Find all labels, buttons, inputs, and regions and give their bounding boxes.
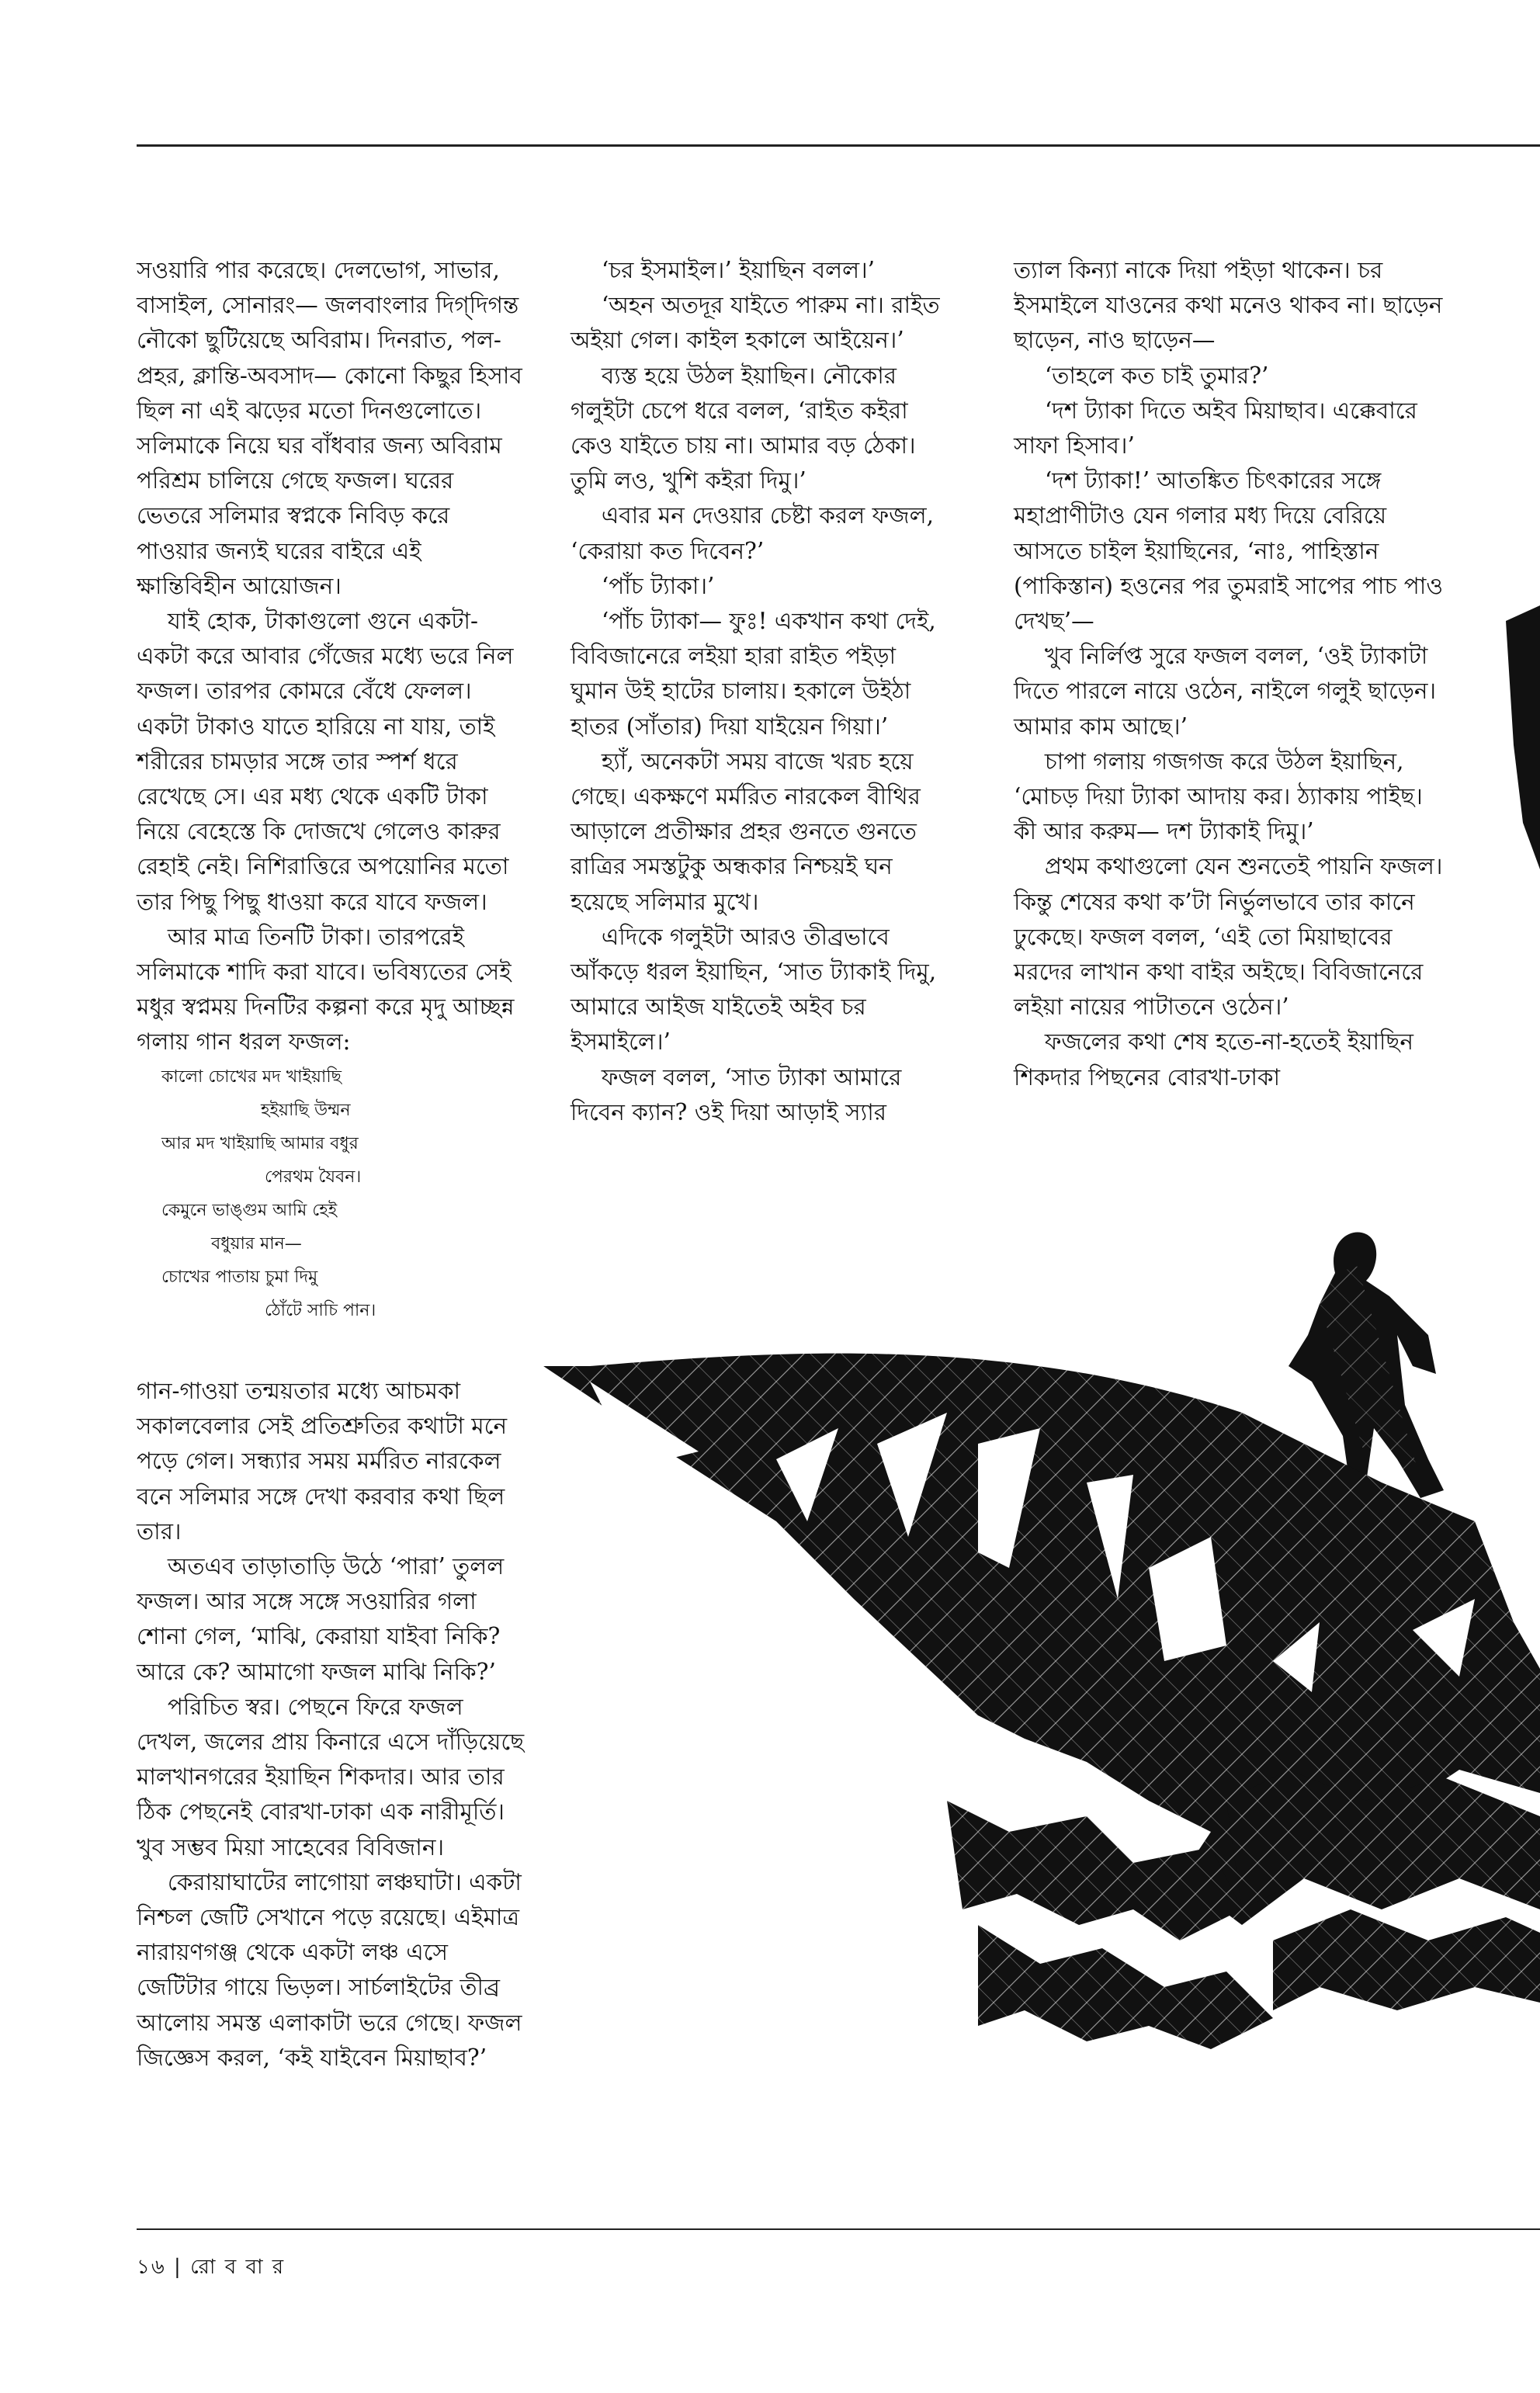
page-number: ১৬ [137, 2256, 166, 2279]
bottom-rule [137, 2228, 1540, 2230]
paragraph: গান-গাওয়া তন্ময়তার মধ্যে আচমকা সকালবেলার সেই প্রতিশ্রুতির কথাটা মনে পড়ে গেল। সন্ধ্যার সময় মর্মরিত নারকেল বনে সলিমার সঙ্গে দেখা করবার কথা ছিল তার। [137, 1378, 508, 1545]
column-1-top [137, 253, 525, 1327]
magazine-name: রো ব বা র [190, 2256, 286, 2279]
song-line: কেমুনে ভাঙ্গুম আমি হেই [161, 1200, 338, 1220]
song-line: পেরথম যৈবন। [265, 1167, 362, 1187]
shard-shape [1506, 605, 1540, 869]
paragraph: চাপা গলায় গজগজ করে উঠল ইয়াছিন, ‘মোচড় দিয়া ট্যাকা আদায় কর। ঠ্যাকায় পাইছ। কী আর করুম— দশ ট্যাকাই দিমু।’ [1014, 747, 1423, 845]
song-line: হইয়াছি উম্মন [261, 1100, 351, 1120]
top-rule [137, 144, 1540, 147]
paragraph: আর মাত্র তিনটি টাকা। তারপরেই সলিমাকে শাদি করা যাবে। ভবিষ্যতের সেই মধুর স্বপ্নময় দিনটির কল্পনা করে মৃদু আচ্ছন্ন গলায় গান ধরল ফজল: [137, 923, 515, 1056]
paragraph: ফজলের কথা শেষ হতে-না-হতেই ইয়াছিন শিকদার পিছনের বোরখা-ঢাকা [1014, 1028, 1413, 1091]
paragraph: ‘পাঁচ ট্যাকা— ফুঃ! একখান কথা দেই, বিবিজানেরে লইয়া হারা রাইত পইড়া ঘুমান উই হাটের চালায়। হকালে উইঠা হাতর (সাঁতার) দিয়া যাইয়েন গিয়া।’ [571, 608, 936, 740]
footer-separator: | [174, 2256, 182, 2279]
paragraph: খুব নির্লিপ্ত সুরে ফজল বলল, ‘ওই ট্যাকাটা দিতে পারলে নায়ে ওঠেন, নাইলে গলুই ছাড়েন। আমার কাম আছে।’ [1014, 643, 1437, 740]
song-line: কালো চোখের মদ খাইয়াছি [161, 1066, 342, 1087]
paragraph: অতএব তাড়াতাড়ি উঠে ‘পারা’ তুলল ফজল। আর সঙ্গে সঙ্গে সওয়ারির গলা শোনা গেল, ‘মাঝি, কেরায়া যাইবা নিকি? আরে কে? আমাগো ফজল মাঝি নিকি?’ [137, 1553, 505, 1685]
song-line: আর মদ খাইয়াছি আমার বধুর [161, 1133, 359, 1153]
boat-illustration [543, 590, 1540, 2220]
paragraph: এদিকে গলুইটা আরও তীব্রভাবে আঁকড়ে ধরল ইয়াছিন, ‘সাত ট্যাকাই দিমু, আমারে আইজ যাইতেই অইব চর ইসমাইলে।’ [571, 923, 937, 1056]
paragraph: ফজল বলল, ‘সাত ট্যাকা আমারে দিবেন ক্যান? ওই দিয়া আড়াই স্যার [571, 1063, 902, 1125]
paragraph: ‘অহন অতদূর যাইতে পারুম না। রাইত অইয়া গেল। কাইল হকালে আইয়েন।’ [571, 292, 940, 354]
paragraph: সওয়ারি পার করেছে। দেলভোগ, সাভার, বাসাইল, সোনারং— জলবাংলার দিগ্‌দিগন্ত নৌকো ছুটিয়েছে অবিরাম। দিনরাত, পল-প্রহর, ক্লান্তি-অবসাদ— কোনো কিছুর হিসাব ছিল না এই ঝড়ের মতো দিনগুলোতে। সলিমাকে নিয়ে ঘর বাঁধবার জন্য অবিরাম পরিশ্রম চালিয়ে গেছে ফজল। ঘরের ভেতরে সলিমার স্বপ্নকে নিবিড় করে পাওয়ার জন্যই ঘরের বাইরে এই ক্ষান্তিবিহীন আয়োজন। [137, 257, 522, 599]
paragraph: এবার মন দেওয়ার চেষ্টা করল ফজল, ‘কেরায়া কত দিবেন?’ [571, 502, 934, 564]
song-verse [137, 1060, 525, 1327]
paragraph: হ্যাঁ, অনেকটা সময় বাজে খরচ হয়ে গেছে। একক্ষণে মর্মরিত নারকেল বীথির আড়ালে প্রতীক্ষার প্রহর গুনতে গুনতে রাত্রির সমস্তটুকু অন্ধকার নিশ্চয়ই ঘন হয়েছে সলিমার মুখে। [571, 747, 921, 915]
paragraph: যাই হোক, টাকাগুলো গুনে একটা-একটা করে আবার গেঁজের মধ্যে ভরে নিল ফজল। তারপর কোমরে বেঁধে ফেলল। একটা টাকাও যাতে হারিয়ে না যায়, তাই শরীরের চামড়ার সঙ্গে তার স্পর্শ ধরে রেখেছে সে। এর মধ্য থেকে একটি টাকা নিয়ে বেহেস্তে কি দোজখে গেলেও কারুর রেহাই নেই। নিশিরাত্তিরে অপয়োনির মতো তার পিছু পিছু ধাওয়া করে যাবে ফজল। [137, 608, 514, 915]
paragraph: ‘তাহলে কত চাই তুমার?’ [1044, 362, 1269, 389]
song-line: বধুয়ার মান— [211, 1233, 302, 1254]
paragraph: ব্যস্ত হয়ে উঠল ইয়াছিন। নৌকোর গলুইটা চেপে ধরে বলল, ‘রাইত কইরা কেও যাইতে চায় না। আমার বড় ঠেকা। তুমি লও, খুশি কইরা দিমু।’ [571, 362, 916, 494]
song-line: চোখের পাতায় চুমা দিমু [161, 1267, 318, 1287]
paragraph: প্রথম কথাগুলো যেন শুনতেই পায়নি ফজল। কিন্তু শেষের কথা ক’টা নির্ভুলভাবে তার কানে ঢুকেছে। ফজল বলল, ‘এই তো মিয়াছাবের মরদের লাখান কথা বাইর অইছে। বিবিজানেরে লইয়া নায়ের পাটাতনে ওঠেন।’ [1014, 853, 1443, 1021]
paragraph: পরিচিত স্বর। পেছনে ফিরে ফজল দেখল, জলের প্রায় কিনারে এসে দাঁড়িয়েছে মালখানগরের ইয়াছিন শিকদার। আর তার ঠিক পেছনেই বোরখা-ঢাকা এক নারীমূর্তি। খুব সম্ভব মিয়া সাহেবের বিবিজান। [137, 1693, 525, 1861]
song-line: ঠোঁটে সাচি পান। [265, 1300, 376, 1320]
paragraph: ত্যাল কিন্যা নাকে দিয়া পইড়া থাকেন। চর ইসমাইলে যাওনের কথা মনেও থাকব না। ছাড়েন ছাড়েন, নাও ছাড়েন— [1014, 257, 1443, 354]
paragraph: ‘চর ইসমাইল।’ ইয়াছিন বলল।’ [601, 257, 875, 283]
page-footer [137, 2251, 285, 2285]
paragraph: কেরায়াঘাটের লাগোয়া লঞ্চঘাটা। একটা নিশ্চল জেটি সেখানে পড়ে রয়েছে। এইমাত্র নারায়ণগঞ্জ থেকে একটা লঞ্চ এসে জেটিটার গায়ে ভিড়ল। সার্চলাইটের তীব্র আলোয় সমস্ত এলাকাটা ভরে গেছে। ফজল জিজ্ঞেস করল, ‘কই যাইবেন মিয়াছাব?’ [137, 1868, 522, 2071]
paragraph: ‘দশ ট্যাকা!’ আতঙ্কিত চিৎকারের সঙ্গে মহাপ্রাণীটাও যেন গলার মধ্য দিয়ে বেরিয়ে আসতে চাইল ইয়াছিনের, ‘নাঃ, পাহিস্তান (পাকিস্তান) হওনের পর তুমরাই সাপের পাচ পাও দেখছ’— [1014, 467, 1444, 635]
paragraph: ‘দশ ট্যাকা দিতে অইব মিয়াছাব। এক্কেবারে সাফা হিসাব।’ [1014, 397, 1417, 460]
column-1-bottom [137, 1374, 529, 2076]
paragraph: ‘পাঁচ ট্যাকা।’ [601, 572, 715, 599]
